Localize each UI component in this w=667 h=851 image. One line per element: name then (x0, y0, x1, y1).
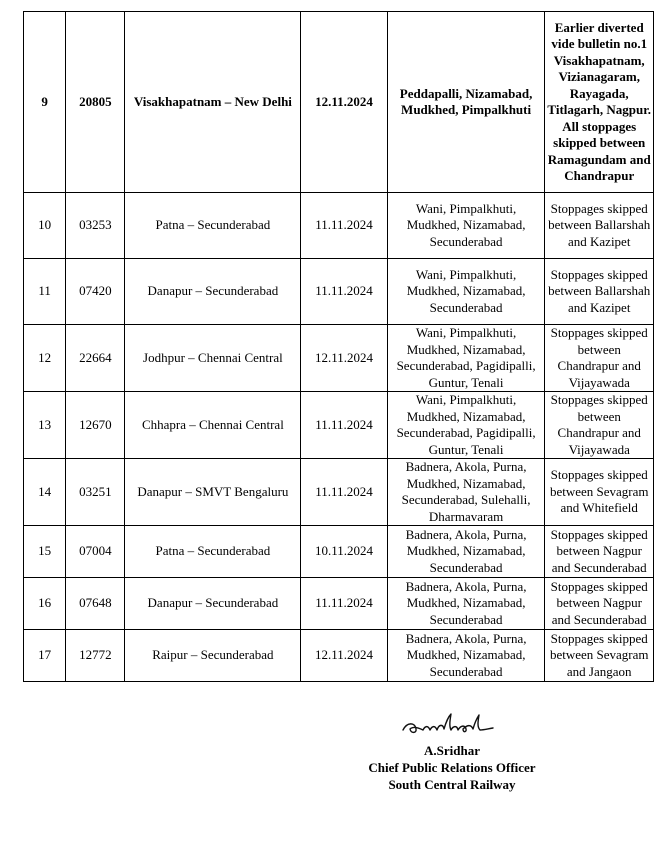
stoppages: Badnera, Akola, Purna, Mudkhed, Nizamabad, Secunderabad (387, 578, 545, 630)
table-row (24, 526, 654, 578)
journey-date: 11.11.2024 (301, 193, 387, 259)
train-name: Jodhpur – Chennai Central (125, 325, 301, 392)
serial-number: 14 (24, 459, 66, 526)
train-name: Chhapra – Chennai Central (125, 392, 301, 459)
stoppages: Wani, Pimpalkhuti, Mudkhed, Nizamabad, Secunderabad, Pagidipalli, Guntur, Tenali (387, 325, 545, 392)
remarks: Stoppages skipped between Ballarshah and Kazipet (545, 259, 654, 325)
train-name: Danapur – Secunderabad (125, 259, 301, 325)
table-row (24, 392, 654, 459)
stoppages: Peddapalli, Nizamabad, Mudkhed, Pimpalkhuti (387, 12, 545, 193)
train-number: 07420 (66, 259, 125, 325)
remarks: Stoppages skipped between Chandrapur and Vijayawada (545, 325, 654, 392)
stoppages: Badnera, Akola, Purna, Mudkhed, Nizamabad, Secunderabad (387, 526, 545, 578)
table-row (24, 630, 654, 682)
stoppages: Wani, Pimpalkhuti, Mudkhed, Nizamabad, Secunderabad (387, 259, 545, 325)
train-number: 07648 (66, 578, 125, 630)
journey-date: 11.11.2024 (301, 392, 387, 459)
train-name: Danapur – Secunderabad (125, 578, 301, 630)
table-row (24, 193, 654, 259)
table-row (24, 12, 654, 193)
table-row (24, 259, 654, 325)
stoppages: Wani, Pimpalkhuti, Mudkhed, Nizamabad, Secunderabad (387, 193, 545, 259)
train-number: 12670 (66, 392, 125, 459)
serial-number: 11 (24, 259, 66, 325)
journey-date: 11.11.2024 (301, 578, 387, 630)
journey-date: 12.11.2024 (301, 630, 387, 682)
officer-designation: Chief Public Relations Officer (368, 760, 536, 775)
journey-date: 12.11.2024 (301, 12, 387, 193)
remarks: Stoppages skipped between Chandrapur and Vijayawada (545, 392, 654, 459)
remarks: Stoppages skipped between Sevagram and Whitefield (545, 459, 654, 526)
journey-date: 10.11.2024 (301, 526, 387, 578)
table-row (24, 578, 654, 630)
serial-number: 15 (24, 526, 66, 578)
stoppages: Badnera, Akola, Purna, Mudkhed, Nizamabad, Secunderabad, Sulehalli, Dharmavaram (387, 459, 545, 526)
serial-number: 16 (24, 578, 66, 630)
serial-number: 12 (24, 325, 66, 392)
signature-block (330, 708, 574, 793)
serial-number: 9 (24, 12, 66, 193)
signature-image (397, 708, 507, 738)
journey-date: 11.11.2024 (301, 459, 387, 526)
serial-number: 10 (24, 193, 66, 259)
journey-date: 11.11.2024 (301, 259, 387, 325)
train-name: Patna – Secunderabad (125, 193, 301, 259)
train-number: 03251 (66, 459, 125, 526)
train-number: 20805 (66, 12, 125, 193)
serial-number: 17 (24, 630, 66, 682)
remarks: Stoppages skipped between Nagpur and Secunderabad (545, 526, 654, 578)
train-name: Patna – Secunderabad (125, 526, 301, 578)
table-row (24, 459, 654, 526)
train-name: Danapur – SMVT Bengaluru (125, 459, 301, 526)
journey-date: 12.11.2024 (301, 325, 387, 392)
officer-name: A.Sridhar (424, 743, 480, 758)
stoppages: Wani, Pimpalkhuti, Mudkhed, Nizamabad, Secunderabad, Pagidipalli, Guntur, Tenali (387, 392, 545, 459)
train-number: 03253 (66, 193, 125, 259)
stoppages: Badnera, Akola, Purna, Mudkhed, Nizamabad, Secunderabad (387, 630, 545, 682)
organization-name: South Central Railway (388, 777, 516, 792)
table-row (24, 325, 654, 392)
train-number: 12772 (66, 630, 125, 682)
remarks: Stoppages skipped between Ballarshah and Kazipet (545, 193, 654, 259)
train-name: Visakhapatnam – New Delhi (125, 12, 301, 193)
remarks: Stoppages skipped between Sevagram and Jangaon (545, 630, 654, 682)
serial-number: 13 (24, 392, 66, 459)
remarks: Earlier diverted vide bulletin no.1 Visakhapatnam, Vizianagaram, Rayagada, Titlagarh, Nagpur. All stoppages skipped between Ramagundam and Chandrapur (545, 12, 654, 193)
diversion-table (23, 11, 654, 682)
remarks: Stoppages skipped between Nagpur and Secunderabad (545, 578, 654, 630)
train-number: 07004 (66, 526, 125, 578)
train-name: Raipur – Secunderabad (125, 630, 301, 682)
train-number: 22664 (66, 325, 125, 392)
